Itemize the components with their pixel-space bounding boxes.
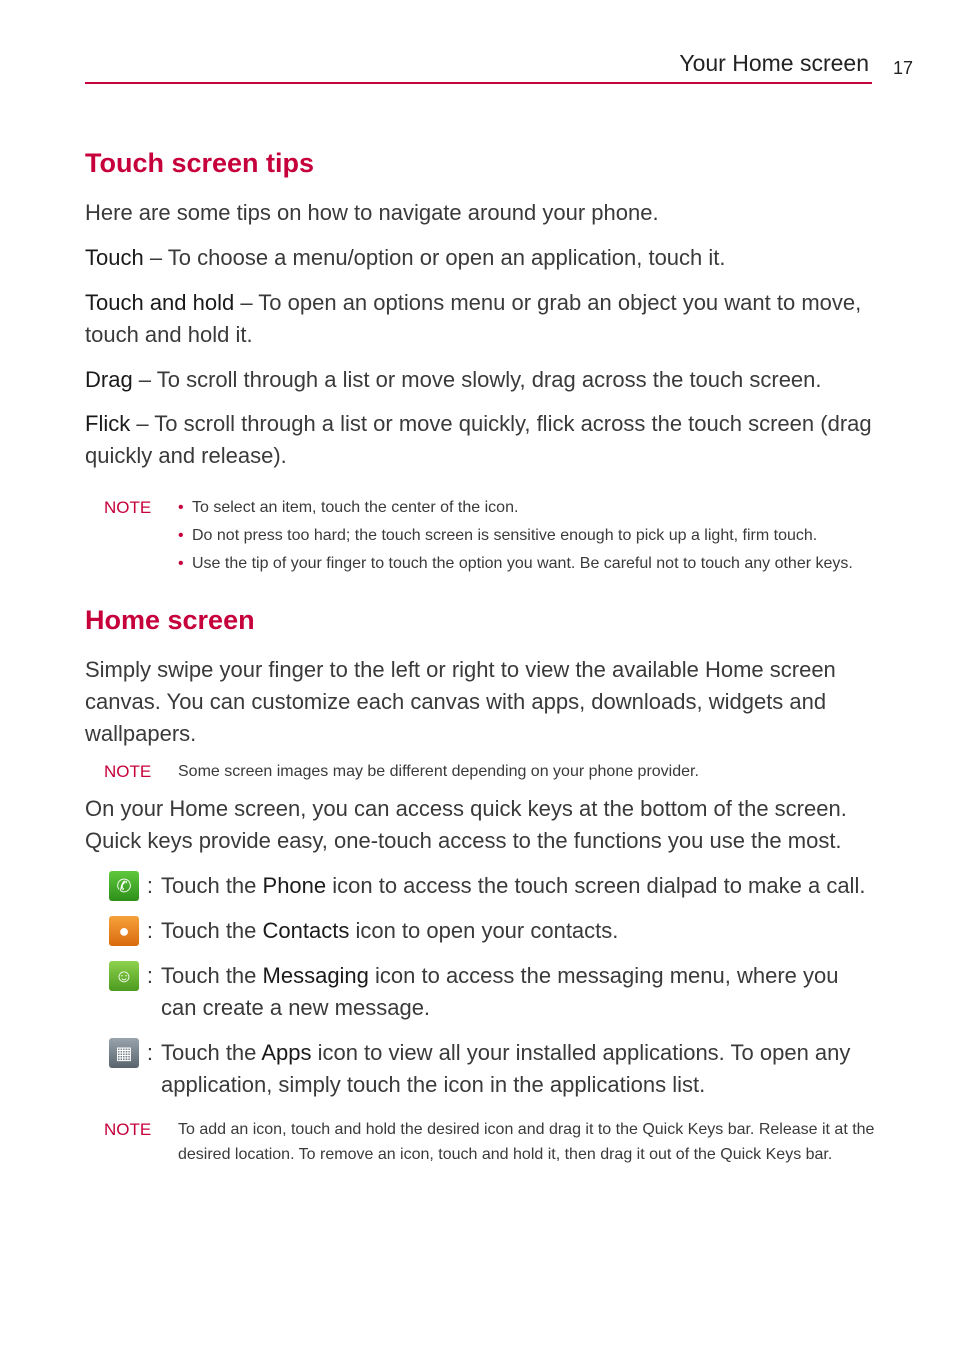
tip-touch <box>85 242 875 274</box>
note-label: NOTE <box>104 498 152 517</box>
quick-key-desc: Touch the Messaging icon to access the messaging menu, where you can create a new message. <box>161 963 839 1020</box>
tip-term: Touch <box>85 245 144 270</box>
quick-key-name: Phone <box>262 873 327 898</box>
home-screen-heading: Home screen <box>85 605 255 635</box>
quick-keys-note <box>85 1117 875 1167</box>
contacts-icon: ● <box>109 916 139 946</box>
quick-key-phone <box>109 870 875 902</box>
touch-tips-intro: Here are some tips on how to navigate around your phone. <box>85 200 659 225</box>
quick-key-name: Apps <box>261 1040 312 1065</box>
tip-desc: – To choose a menu/option or open an application, touch it. <box>143 245 726 270</box>
tip-term: Touch and hold <box>85 290 235 315</box>
note-bullet: • To select an item, touch the center of the icon. <box>178 497 875 519</box>
tip-flick <box>85 408 875 472</box>
note-text: Some screen images may be different depending on your phone provider. <box>178 763 699 780</box>
section-title: Your Home screen <box>679 50 869 76</box>
tip-term: Drag <box>85 367 133 392</box>
page-number: 17 <box>893 58 914 78</box>
quick-key-apps <box>109 1037 875 1101</box>
messaging-icon: ☺ <box>109 961 139 991</box>
tip-drag <box>85 364 875 396</box>
phone-icon: ✆ <box>109 871 139 901</box>
colon: : <box>146 873 153 898</box>
quick-key-desc: Touch the Apps icon to view all your installed applications. To open any application, simply touch the icon in the applications list. <box>161 1040 851 1097</box>
page-content <box>85 146 875 1167</box>
note-label: NOTE <box>104 762 152 781</box>
tip-touch-and-hold <box>85 287 875 351</box>
tip-term: Flick <box>85 411 131 436</box>
tip-desc: – To open an options menu or grab an object you want to move, touch and hold it. <box>85 290 862 347</box>
apps-icon: ▦ <box>109 1038 139 1068</box>
touch-tips-note <box>85 497 875 581</box>
home-screen-note <box>85 761 875 783</box>
colon: : <box>146 1040 153 1065</box>
quick-key-contacts <box>109 915 875 947</box>
note-bullet: • Do not press too hard; the touch screen is sensitive enough to pick up a light, firm touch. <box>178 525 875 547</box>
tip-desc: – To scroll through a list or move quickly, flick across the touch screen (drag quickly and release). <box>85 411 872 468</box>
quick-key-name: Contacts <box>262 918 350 943</box>
quick-key-name: Messaging <box>262 963 369 988</box>
touch-tips-heading: Touch screen tips <box>85 148 315 178</box>
colon: : <box>146 963 153 988</box>
note-bullet: • Use the tip of your finger to touch the option you want. Be careful not to touch any other keys. <box>178 553 875 575</box>
quick-keys-intro: On your Home screen, you can access quick keys at the bottom of the screen. Quick keys provide easy, one-touch access to the functions you use the most. <box>85 796 847 853</box>
note-label: NOTE <box>104 1120 152 1139</box>
colon: : <box>146 918 153 943</box>
quick-key-desc: Touch the Contacts icon to open your contacts. <box>161 918 619 943</box>
note-bullet-list <box>178 497 875 581</box>
quick-key-desc: Touch the Phone icon to access the touch screen dialpad to make a call. <box>161 873 866 898</box>
note-text: To add an icon, touch and hold the desired icon and drag it to the Quick Keys bar. Release it at the desired location. To remove an icon, touch and hold it, then drag it out of the Quick Keys bar. <box>178 1121 875 1163</box>
page-header <box>85 50 872 84</box>
quick-key-messaging <box>109 960 875 1024</box>
home-screen-intro: Simply swipe your finger to the left or right to view the available Home screen canvas. You can customize each canvas with apps, downloads, widgets and wallpapers. <box>85 657 836 746</box>
tip-desc: – To scroll through a list or move slowly, drag across the touch screen. <box>132 367 822 392</box>
